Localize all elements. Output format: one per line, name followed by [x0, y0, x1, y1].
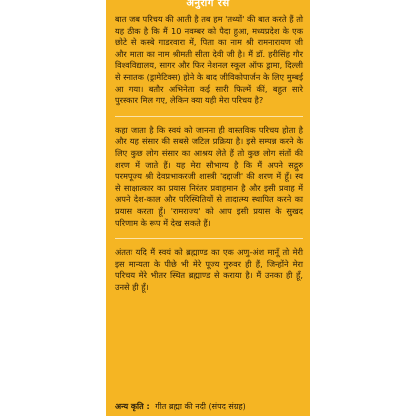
bio-paragraph-1: बात जब परिचय की आती है तब हम 'तथ्यों' की बात करते हैं तो यह ठीक है कि मैं 10 नवम्बर को पैदा हुआ, मध्यप्रदेश के एक छोटे से कस्बे गाडरवारा में, पिता का नाम श्री रामनारायण जी और माता का नाम श्रीमती सीता देवी जी है। मैं डॉ. हरीसिंह गौर विश्वविद्यालय, सागर और फिर नेशनल स्कूल ऑफ ड्रामा, दिल्ली से स्नातक (ड्रामेटिक्स) होने के बाद जीविकोपार्जन के लिए मुम्बई आ गया। बतौर अभिनेता कई सारी फिल्में कीं, बहुत सारे पुरस्कार मिल गए, लेकिन क्या यही मेरा परिचय है?	[115, 14, 303, 106]
other-works-line	[115, 401, 303, 412]
divider	[115, 116, 303, 117]
other-works-title: गीत ब्रह्मा की नदी (संपद संग्रह)	[155, 402, 246, 411]
bio-text	[115, 14, 303, 302]
other-works-label: अन्य कृति :	[115, 402, 150, 411]
bio-paragraph-2: कहा जाता है कि स्वयं को जानना ही वास्तविक परिचय होता है और यह संसार की सबसे जटिल प्रक्रिया है। इसे सम्पन्न करने के लिए कुछ लोग संसार का आश्रय लेते हैं तो कुछ लोग संतों की शरण में जाते हैं। यह मेरा सौभाग्य है कि मैं अपने सद्गुरु परमपूज्य श्री देवप्रभाकरजी शास्त्री 'दद्दाजी' की शरण में हूँ। स्व से साक्षात्कार का प्रयास निरंतर प्रवाहमान है और इसी प्रवाह में अपने देश-काल और परिस्थितियों से तादात्म्य स्थापित करने का प्रयास करता हूँ। 'रामराज्य' को आप इसी प्रयास के सुखद परिणाम के रूप में देख सकते हैं।	[115, 124, 303, 228]
divider	[115, 238, 303, 239]
author-bio-card	[106, 0, 310, 416]
bio-paragraph-3: अंततः यदि मैं स्वयं को ब्रह्माण्ड का एक अणु-अंश मानूँ तो मेरी इस मान्यता के पीछे भी मेरे पूज्य गुरुवर ही हैं, जिन्होंने मेरा परिचय मेरे भीतर स्थित ब्रह्माण्ड से कराया है। मैं उनका ही हूँ, उनसे ही हूँ।	[115, 247, 303, 292]
card-heading: अनुराग रस	[186, 0, 230, 9]
